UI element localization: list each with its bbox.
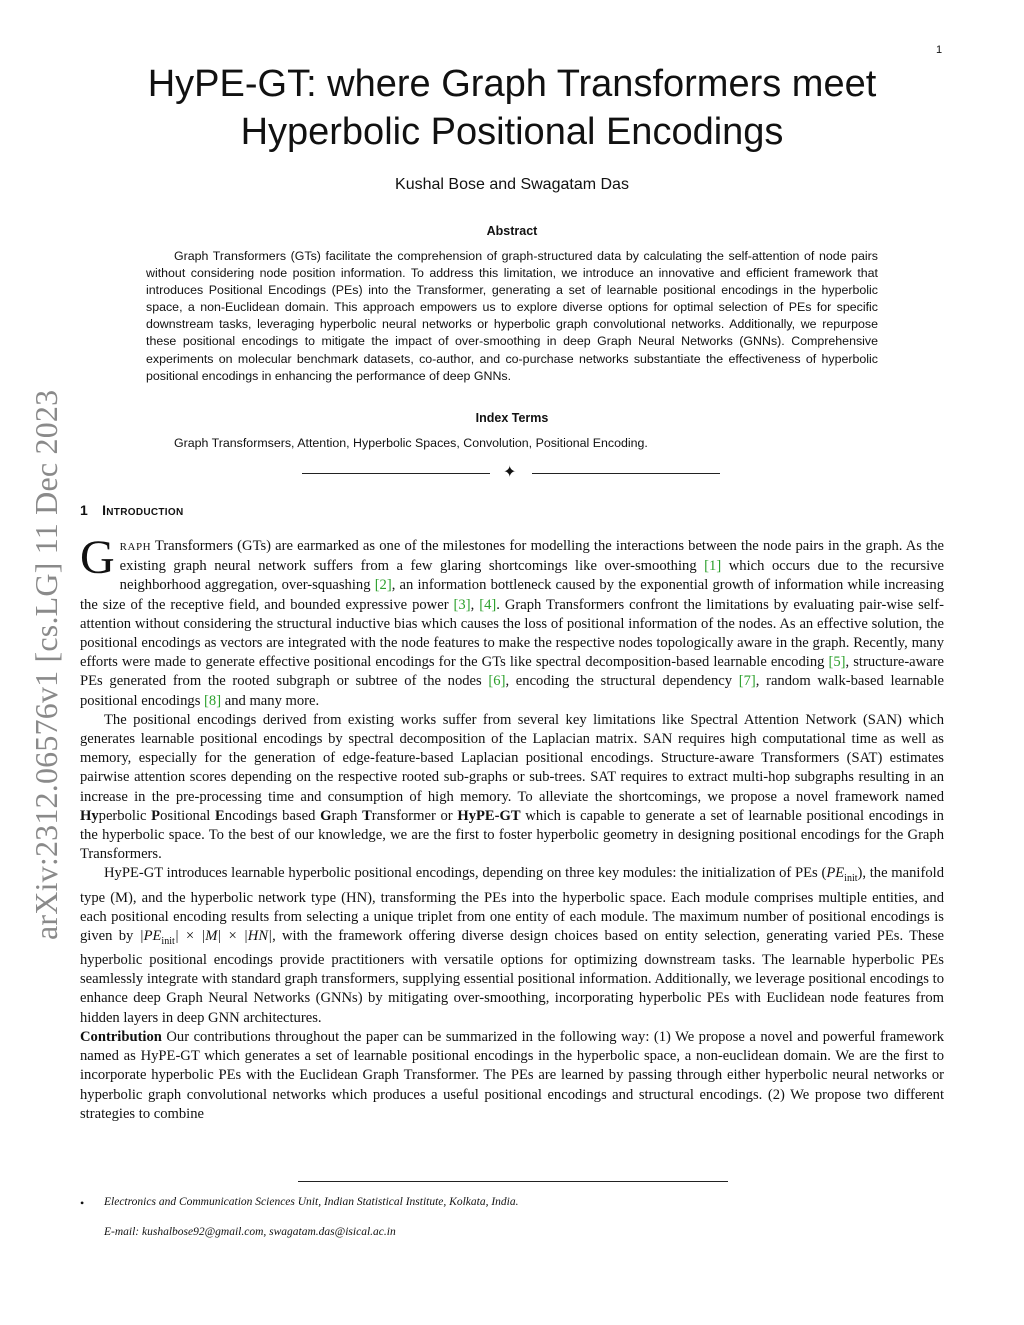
citation-link[interactable]: [4] — [479, 596, 497, 613]
citation-link[interactable]: [1] — [704, 558, 722, 575]
footnote-rule — [298, 1181, 728, 1182]
title-line-2: Hyperbolic Positional Encodings — [240, 111, 784, 153]
smallcaps-run: RAPH — [119, 541, 152, 553]
drop-cap: G — [80, 531, 115, 584]
author-list: Kushal Bose and Swagatam Das — [395, 176, 629, 193]
text-run: raph — [331, 807, 363, 824]
text-run: , with the framework offering diverse design choices based on entity selection, generating varied PEs. These hyperbolic positional encodings provide practitioners with versatile options for optimizing downstream tasks. The learnable hyperbolic PEs seamlessly integrate with standard graph transformers, supplying essential positional information. Additionally, we leverage positional encodings to enhance deep Graph Neural Networks (GNNs) by mitigating over-smoothing, incorporating hyperbolic PEs with Euclidean node features from hidden layers in deep GNN architectures. — [80, 927, 944, 1026]
footnote-email: E-mail: kushalbose92@gmail.com, swagatam.das@isical.ac.in — [104, 1226, 396, 1238]
paragraph-4 — [80, 1028, 944, 1124]
footnote-affiliation: Electronics and Communication Sciences Unit, Indian Statistical Institute, Kolkata, India. — [104, 1196, 519, 1208]
text-run: ositional — [160, 807, 216, 824]
text-run: perbolic — [98, 807, 152, 824]
bold-run: E — [215, 807, 225, 824]
bold-run: HyPE-GT — [457, 807, 521, 824]
section-number: 1 — [80, 502, 89, 518]
text-run: , an information bottleneck caused by the exponential growth of information while increasing the size of the receptive field, and bounded expressive power — [80, 577, 944, 613]
page-number: 1 — [936, 44, 943, 56]
divider-rule-right — [532, 473, 720, 474]
citation-link[interactable]: [7] — [738, 673, 756, 690]
text-run: , encoding the structural dependency — [505, 673, 739, 690]
bold-run: T — [362, 807, 372, 824]
footnote-bullet-icon: • — [80, 1196, 85, 1210]
text-run: Transformers (GTs) are earmarked as one of the milestones for modelling the interactions between the node pairs in the graph. As the existing graph neural network suffers from a few glaring shortcomings like over-smoothing — [119, 538, 944, 575]
divider-rule-left — [302, 473, 490, 474]
text-run: , — [470, 596, 480, 613]
abstract-heading: Abstract — [486, 224, 538, 238]
abstract-text: Graph Transformers (GTs) facilitate the comprehension of graph-structured data by calculating the self-attention of node pairs without considering node position information. To address this limitation, we introduce an innovative and efficient framework that introduces Positional Encodings (PEs) into the Transformer, generating a set of learnable positional encodings in the hyperbolic space, a non-Euclidean domain. This approach empowers us to explore diverse options for optimal selection of PEs for specific downstream tasks, leveraging hyperbolic neural networks or hyperbolic graph convolutional networks. Additionally, we repurpose these positional encodings to mitigate the impact of over-smoothing in deep Graph Neural Networks (GNNs). Comprehensive experiments on molecular benchmark datasets, co-author, and co-purchase networks substantiate the effectiveness of hyperbolic positional encodings in enhancing the performance of deep GNNs. — [146, 249, 878, 383]
text-run: . Graph Transformers confront the limitations by evaluating pair-wise self-attention without considering the structural inductive bias which causes the loss of positional information of the nodes. As an effective solution, the positional encodings as vectors are integrated with the node features to make the respective nodes topologically aware in the graph. Recently, many efforts were made to generate effective positional encodings for the GTs like spectral decomposition-based learnable encoding — [80, 596, 945, 671]
paper-title — [80, 60, 944, 156]
text-run: Our contributions throughout the paper can be summarized in the following way: (1) We propose a novel and powerful framework named as HyPE-GT which generates a set of learnable positional encodings in the hyperbolic space, a non-euclidean domain. We are the first to incorporate hyperbolic PEs with the Euclidean Graph Transformer. The PEs are learned by passing through either hyperbolic neural networks or hyperbolic graph convolutional networks which produces a useful positional encodings and structural encodings. (2) We propose two different strategies to combine — [80, 1028, 944, 1122]
text-run: and many more. — [221, 692, 320, 709]
bold-run: G — [320, 807, 332, 824]
text-run: ransformer or — [371, 807, 458, 824]
citation-link[interactable]: [5] — [828, 654, 846, 671]
paragraph-1 — [80, 531, 945, 711]
text-run: , random walk-based learnable positional encodings — [80, 673, 944, 709]
text-run: The positional encodings derived from existing works suffer from several key limitations like Spectral Attention Network (SAN) which generates learnable positional encodings by spectral decomposition of the Laplacian matrix. SAN requires high computational time as well as memory, especially for the generation of edge-feature-based Laplacian positional encodings. Structure-aware Transformers (SAT) estimates pairwise attention scores depending on the respective rooted sub-graphs or sub-trees. SAT requires to extract multi-hop subgraphs resulting in an increase in the pre-processing time and consumption of high memory. To alleviate the shortcomings, we propose a novel framework named — [80, 711, 944, 805]
text-run: which occurs due to the recursive neighborhood aggregation, over-squashing — [119, 558, 944, 594]
text-run: ), the manifold type (M), and the hyperbolic network type (HN), transforming the PEs into the hyperbolic space. Each module comprises multiple entities, and each positional encoding results from selecting a unique triplet from one entity of each module. The maximum number of positional encodings is given by — [80, 865, 944, 944]
divider-diamond-icon: ✦ — [503, 464, 517, 481]
text-run: which is capable to generate a set of learnable positional encodings in the hyperbolic space. To the best of our knowledge, we are the first to foster hyperbolic geometry in designing positional encodings for the Graph Transformers. — [80, 807, 944, 863]
index-terms-text: Graph Transformsers, Attention, Hyperbolic Spaces, Convolution, Positional Encoding. — [174, 436, 648, 450]
citation-link[interactable]: [6] — [488, 673, 506, 690]
index-terms-heading: Index Terms — [475, 411, 549, 425]
title-line-1: HyPE-GT: where Graph Transformers meet — [147, 63, 877, 105]
arxiv-identifier-stamp: arXiv:2312.06576v1 [cs.LG] 11 Dec 2023 — [28, 389, 64, 940]
bold-run: P — [151, 807, 161, 824]
text-run: HyPE-GT introduces learnable hyperbolic positional encodings, depending on three key modules: the initialization of PEs ( — [104, 865, 827, 882]
math-expression: $|PE_{init}| \times |M| \times |HN|$ — [139, 927, 273, 947]
bold-run: Hy — [80, 807, 99, 824]
paragraph-3 — [80, 864, 944, 1027]
citation-link[interactable]: [3] — [453, 596, 471, 613]
body-text — [80, 531, 945, 1124]
math-expression: $PE_{init}$ — [826, 865, 858, 885]
section-title: Introduction — [102, 502, 184, 518]
text-run: ncodings based — [224, 807, 321, 824]
section-heading — [80, 502, 183, 518]
paragraph-2 — [80, 711, 944, 865]
citation-link[interactable]: [2] — [374, 577, 392, 594]
contribution-label: Contribution — [80, 1028, 162, 1045]
citation-link[interactable]: [8] — [204, 692, 222, 709]
text-run: , structure-aware PEs generated from the rooted subgraph or subtree of the nodes — [80, 654, 945, 690]
